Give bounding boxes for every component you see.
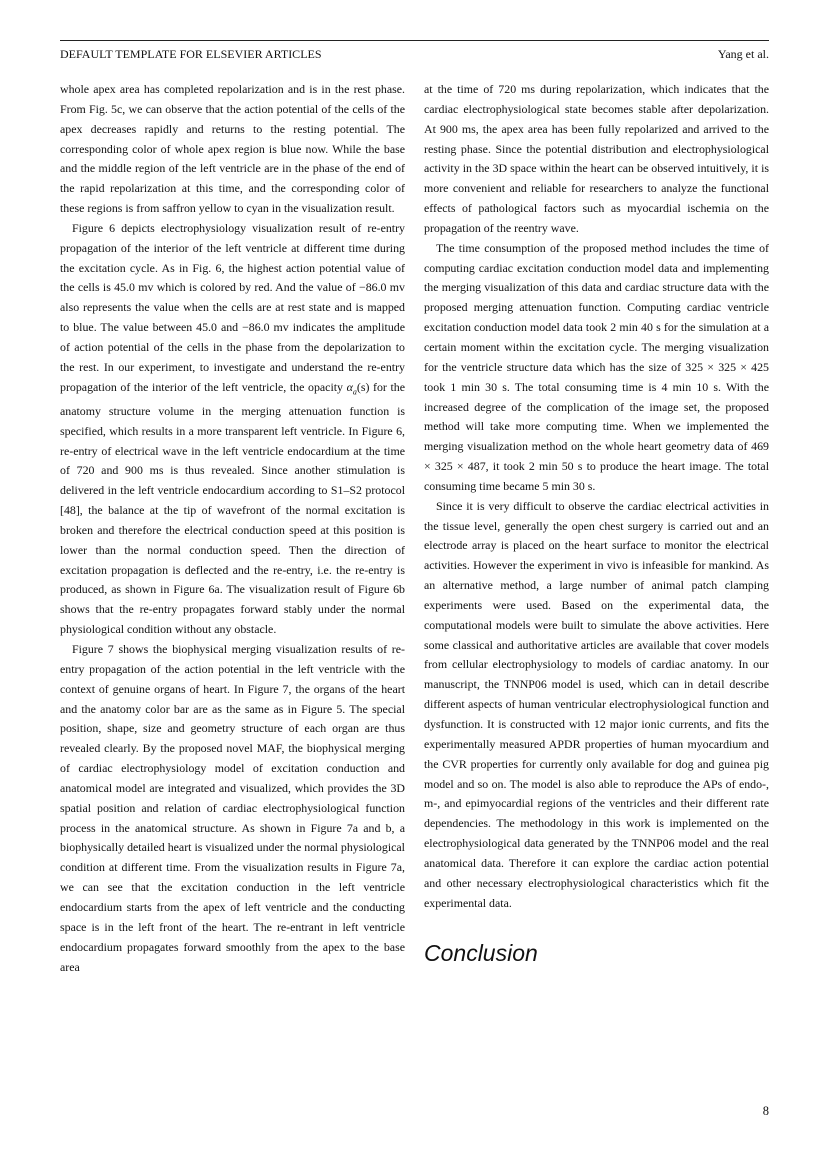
math-arg: (s) bbox=[356, 379, 370, 394]
paragraph: The time consumption of the proposed method includes the time of computing cardiac excitation conduction model data and implementing the merging visualization of this data and cardiac structure data with the proposed merging attenuation function. Computing cardiac ventricle excitation conduction model data took 2 min 40 s for the simulation at a certain moment within the excitation cycle. The merging visualization for the ventricle structure data which has the size of 325 × 325 × 425 took 1 min 30 s. The total consuming time is 4 min 10 s. With the increased degree of the complication of the image set, the proposed method will take more computing time. When we implemented the merging visualization method on the whole heart geometry data of 469 × 325 × 487, it took 2 min 50 s to produce the heart image. The total consuming time became 5 min 30 s. bbox=[424, 240, 769, 493]
section-heading: Conclusion bbox=[424, 940, 538, 967]
header-title: DEFAULT TEMPLATE FOR ELSEVIER ARTICLES bbox=[60, 47, 322, 61]
running-header bbox=[60, 40, 769, 62]
paragraph: at the time of 720 ms during repolarization, which indicates that the cardiac electrophysiological state becomes stable after depolarization. At 900 ms, the apex area has been fully repolarized and arrived to the resting phase. Since the potential distribution and electrophysiological activity in the 3D space within the heart can be observed intuitively, it is more convenient and reliable for researchers to analyze the functional effects of pathological factors such as myocardial ischemia on the propagation of the reentry wave. bbox=[424, 82, 769, 235]
paragraph-text: for the anatomy structure volume in the merging attenuation function is specified, which results in a more transparent left ventricle. In Figure 6, re-entry of electrical wave in the left ventricle endocardium at the time of 720 and 900 ms is thus revealed. Since another stimulation is delivered in the left ventricle endocardium according to S1–S2 protocol [48], the balance at the tip of wavefront of the normal excitation is broken and therefore the electrical conduction speed at this position is lower than the normal conduction speed. Then the direction of excitation propagation is deflected and the re-entry, i.e. the re-entry is produced, as shown in Figure 6a. The visualization result of Figure 6b shows that the re-entry propagates forward stably under the normal physiological condition without any obstacle. bbox=[60, 379, 405, 637]
right-column bbox=[424, 80, 769, 967]
math-subscript: a bbox=[352, 387, 357, 397]
paragraph-text: Figure 6 depicts electrophysiology visualization result of re-entry propagation of the interior of the left ventricle at different time during the excitation cycle. As in Fig. 6, the highest action potential value of the cells is 45.0 mv which is colored by red. And the value of −86.0 mv also represents the value when the cells are at rest state and is mapped to blue. The value between 45.0 and −86.0 mv indicates the amplitude of action potential of the cells in the phase from the depolarization to the rest. In our experiment, to investigate and understand the re-entry propagation of the interior of the left ventricle, the opacity bbox=[60, 220, 405, 394]
paragraph: Since it is very difficult to observe the cardiac electrical activities in the tissue level, generally the open chest surgery is carried out and an electrode array is placed on the heart surface to monitor the electrical activities. However the experiment in vivo is infeasible for mankind. As an alternative method, a large number of animal patch clamping experiments were used. Based on the experimental data, the computational models were built to simulate the above activities. Here some classical and authoritative articles are available that cover models from cellular electrophysiology to models of cardiac anatomy. In our manuscript, the TNNP06 model is used, which can in detail describe different aspects of human ventricular electrophysiological function and dysfunction. It is constructed with 12 major ionic currents, and fits the experimentally measured APDR properties of human myocardium and the CVR properties for currently only available for dog and guinea pig model and so on. The model is also able to reproduce the APs of endo-, m-, and epimyocardial regions of the ventricles and their different rate dependencies. The methodology in this work is implemented on the electrophysiological data generated by the TNNP06 model and the real anatomical data. Therefore it can explore the cardiac action potential and other necessary electrophysiological characteristics which fit the experimental data. bbox=[424, 498, 769, 910]
paragraph: whole apex area has completed repolarization and is in the rest phase. From Fig. 5c, we can observe that the action potential of the cells of the apex decreases rapidly and returns to the resting potential. The corresponding color of whole apex region is blue now. While the base and the middle region of the left ventricle are in the phase of the end of the rapid repolarization at this time, and the corresponding color of these regions is from saffron yellow to cyan in the visualization result. bbox=[60, 82, 405, 216]
header-authors: Yang et al. bbox=[717, 47, 769, 61]
paragraph: Figure 7 shows the biophysical merging visualization results of re-entry propagation of the action potential in the left ventricle with the context of genuine organs of heart. In Figure 7, the organs of the heart and the anatomy color bar are as the same as in Figure 5. The special position, shape, size and geometry structure of each organ are thus revealed clearly. By the proposed novel MAF, the biophysical merging of cardiac electrophysiology model of excitation conduction and anatomical model are integrated and visualized, which provides the 3D spatial position and relation of cardiac electrophysiological function process in the anatomical structure. As shown in Figure 7a and b, a biophysically detailed heart is visualized under the normal physiological condition at different time. From the visualization results in Figure 7a, we can see that the excitation conduction in the left ventricle endocardium starts from the apex of left ventricle and the conducting space is in the left front of the heart. The re-entrant in left ventricle endocardium propagates forward smoothly from the apex to the base area bbox=[60, 642, 405, 974]
left-column bbox=[60, 80, 405, 977]
math-alpha: α bbox=[346, 379, 353, 394]
paragraph bbox=[60, 219, 405, 640]
page-number: 8 bbox=[762, 1104, 769, 1118]
